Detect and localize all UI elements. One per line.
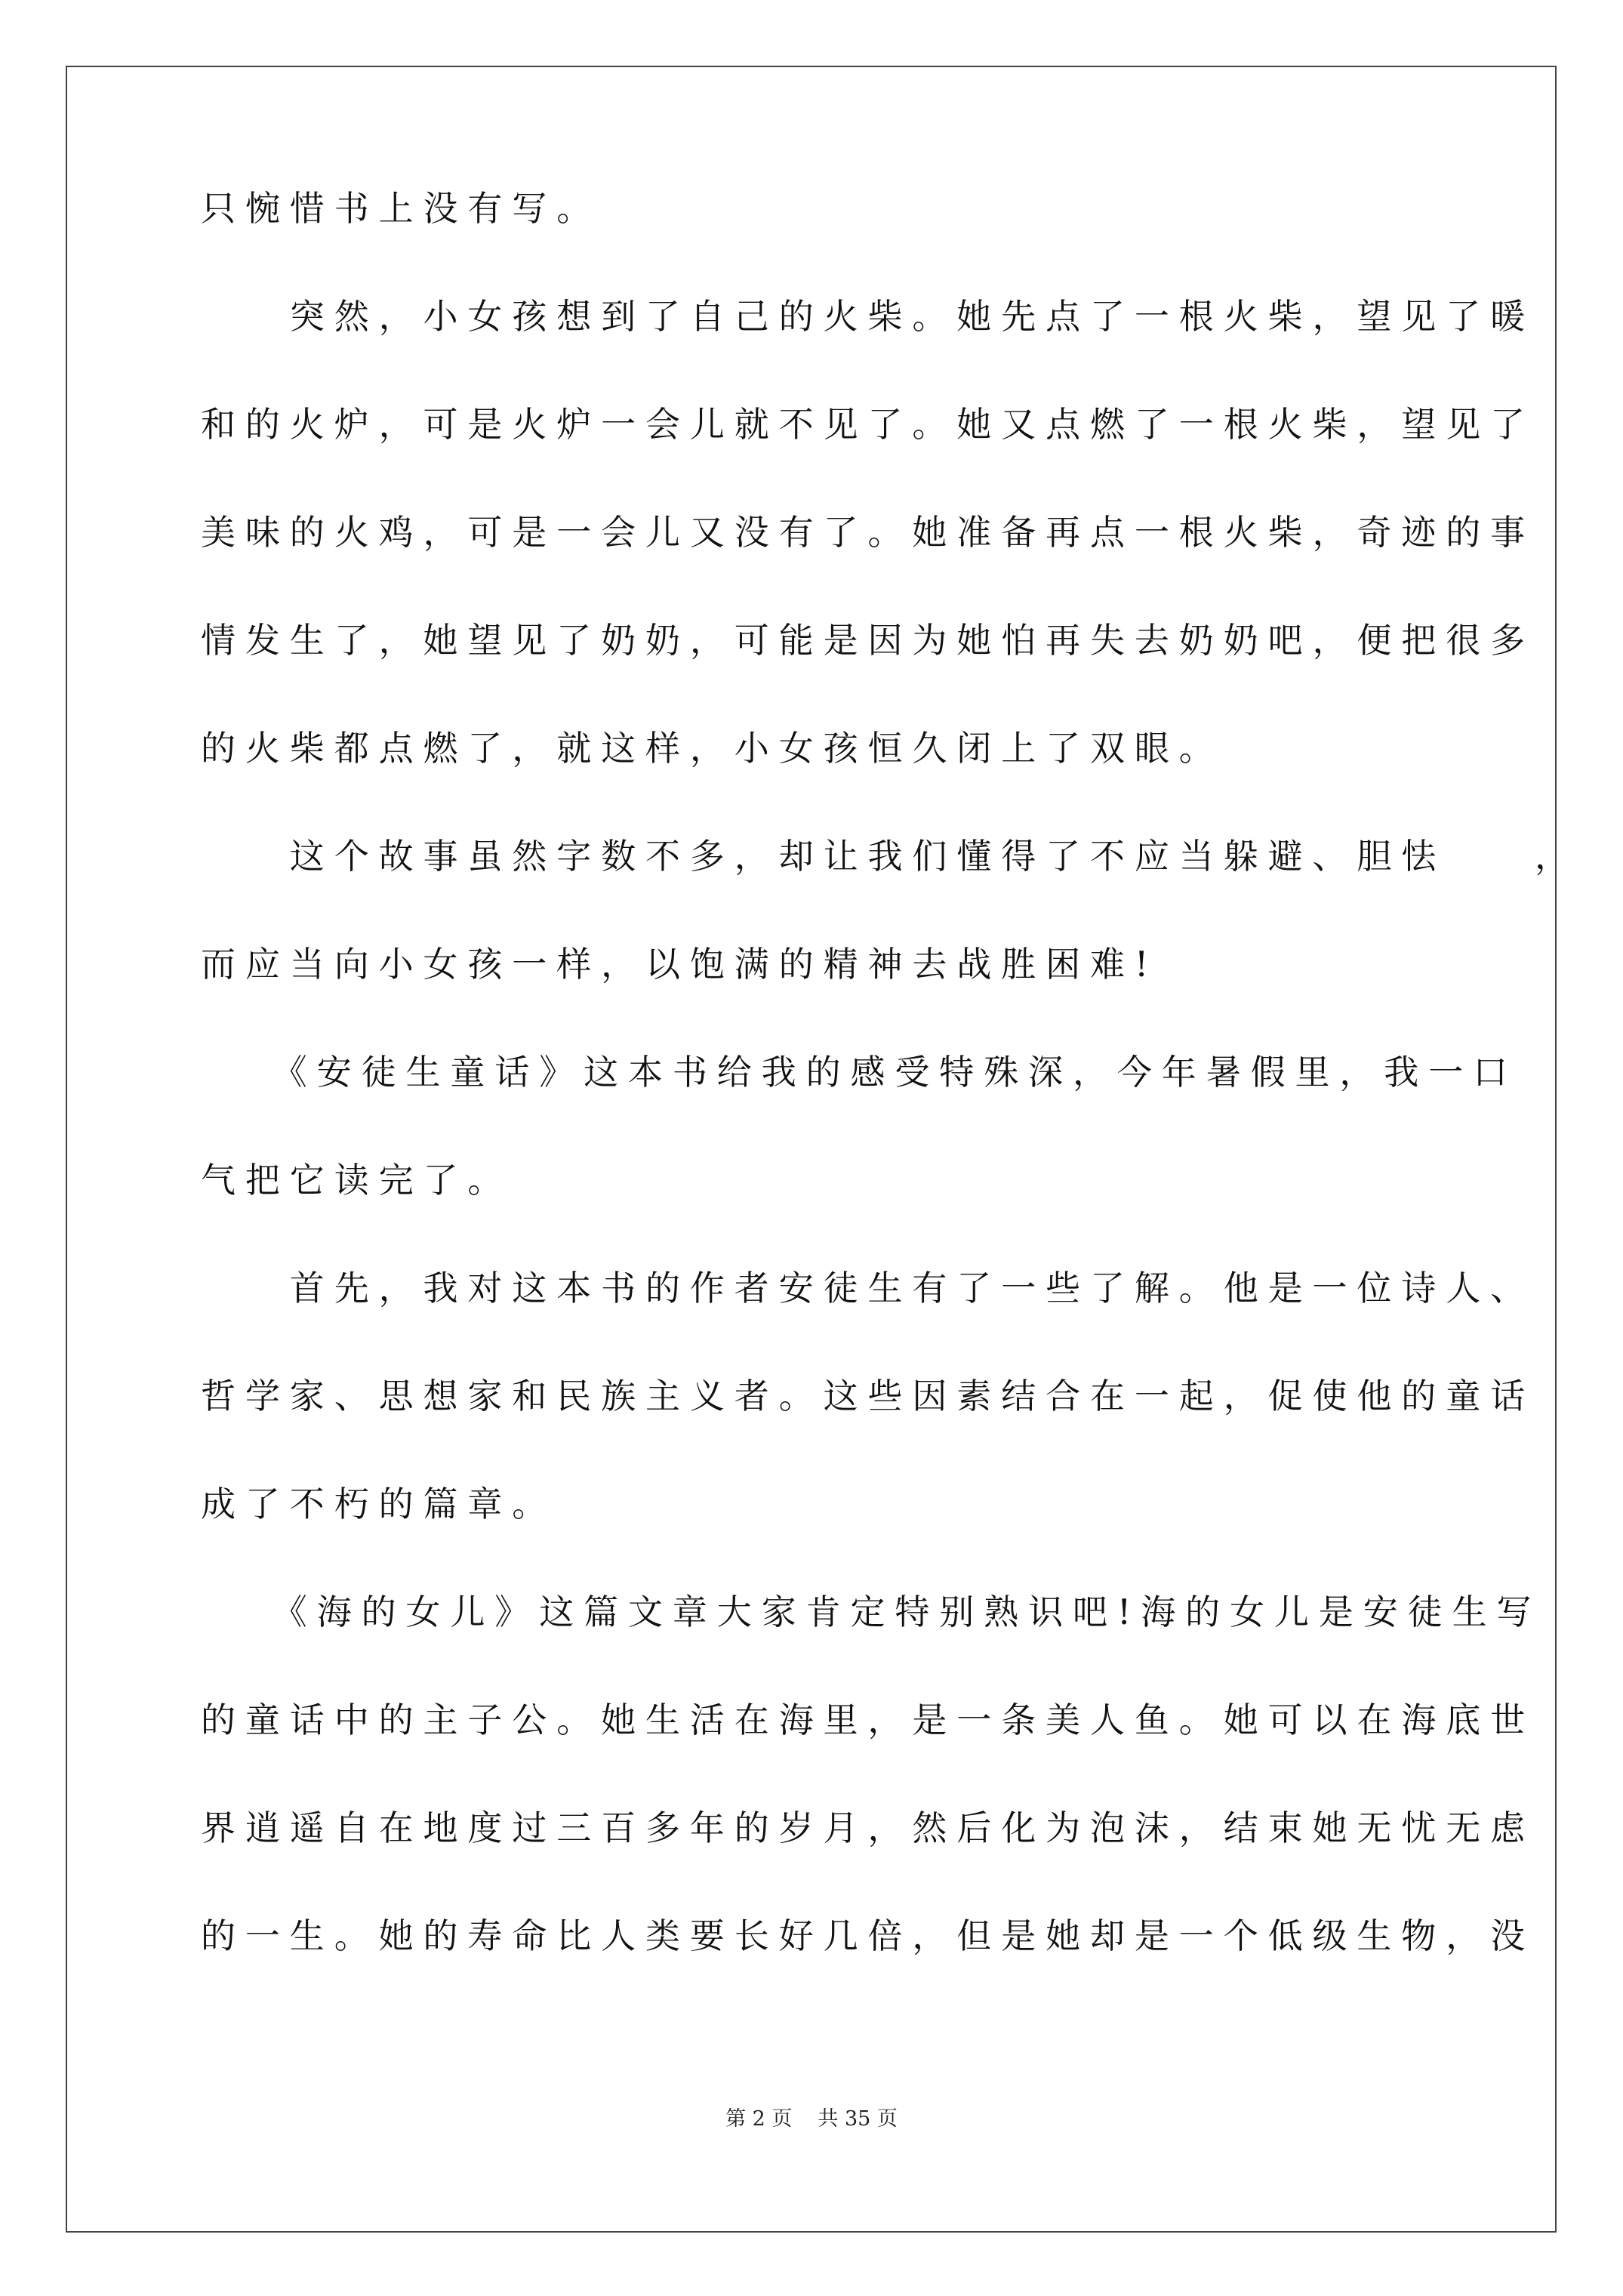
text-line: 只惋惜书上没有写。: [201, 188, 602, 229]
text-line: 哲学家、思想家和民族主义者。这些因素结合在一起，促使他的童话: [201, 1376, 1535, 1416]
page-number: 第 2 页: [725, 2107, 793, 2131]
text-line: 成了不朽的篇章。: [201, 1484, 557, 1524]
text-line: 首先，我对这本书的作者安徒生有了一些了解。他是一位诗人、: [201, 1268, 1535, 1308]
page-total: 共 35 页: [818, 2107, 898, 2131]
text-line: 气把它读完了。: [201, 1160, 513, 1200]
text-line: 《安徒生童话》这本书给我的感受特殊深，今年暑假里，我一口: [201, 1052, 1517, 1093]
text-line: 的童话中的主子公。她生活在海里，是一条美人鱼。她可以在海底世: [201, 1700, 1535, 1740]
text-line: 《海的女儿》这篇文章大家肯定特别熟识吧!海的女儿是安徒生写: [201, 1592, 1541, 1632]
text-line: 的一生。她的寿命比人类要长好几倍，但是她却是一个低级生物，没: [201, 1915, 1535, 1956]
page-footer: [0, 2102, 1623, 2131]
text-line: 这个故事虽然字数不多，却让我们懂得了不应当躲避、胆怯 ，: [201, 836, 1579, 877]
text-line: 美味的火鸡，可是一会儿又没有了。她准备再点一根火柴，奇迹的事: [201, 512, 1535, 553]
text-line: 和的火炉，可是火炉一会儿就不见了。她又点燃了一根火柴，望见了: [201, 404, 1535, 445]
text-line: 界逍遥自在地度过三百多年的岁月，然后化为泡沫，结束她无忧无虑: [201, 1808, 1535, 1848]
text-line: 的火柴都点燃了，就这样，小女孩恒久闭上了双眼。: [201, 728, 1224, 769]
text-line: 突然，小女孩想到了自己的火柴。她先点了一根火柴，望见了暖: [201, 296, 1535, 337]
page-border: [66, 66, 1557, 2233]
text-line: 而应当向小女孩一样，以饱满的精神去战胜困难!: [201, 944, 1159, 985]
text-line: 情发生了，她望见了奶奶，可能是因为她怕再失去奶奶吧，便把很多: [201, 620, 1535, 661]
